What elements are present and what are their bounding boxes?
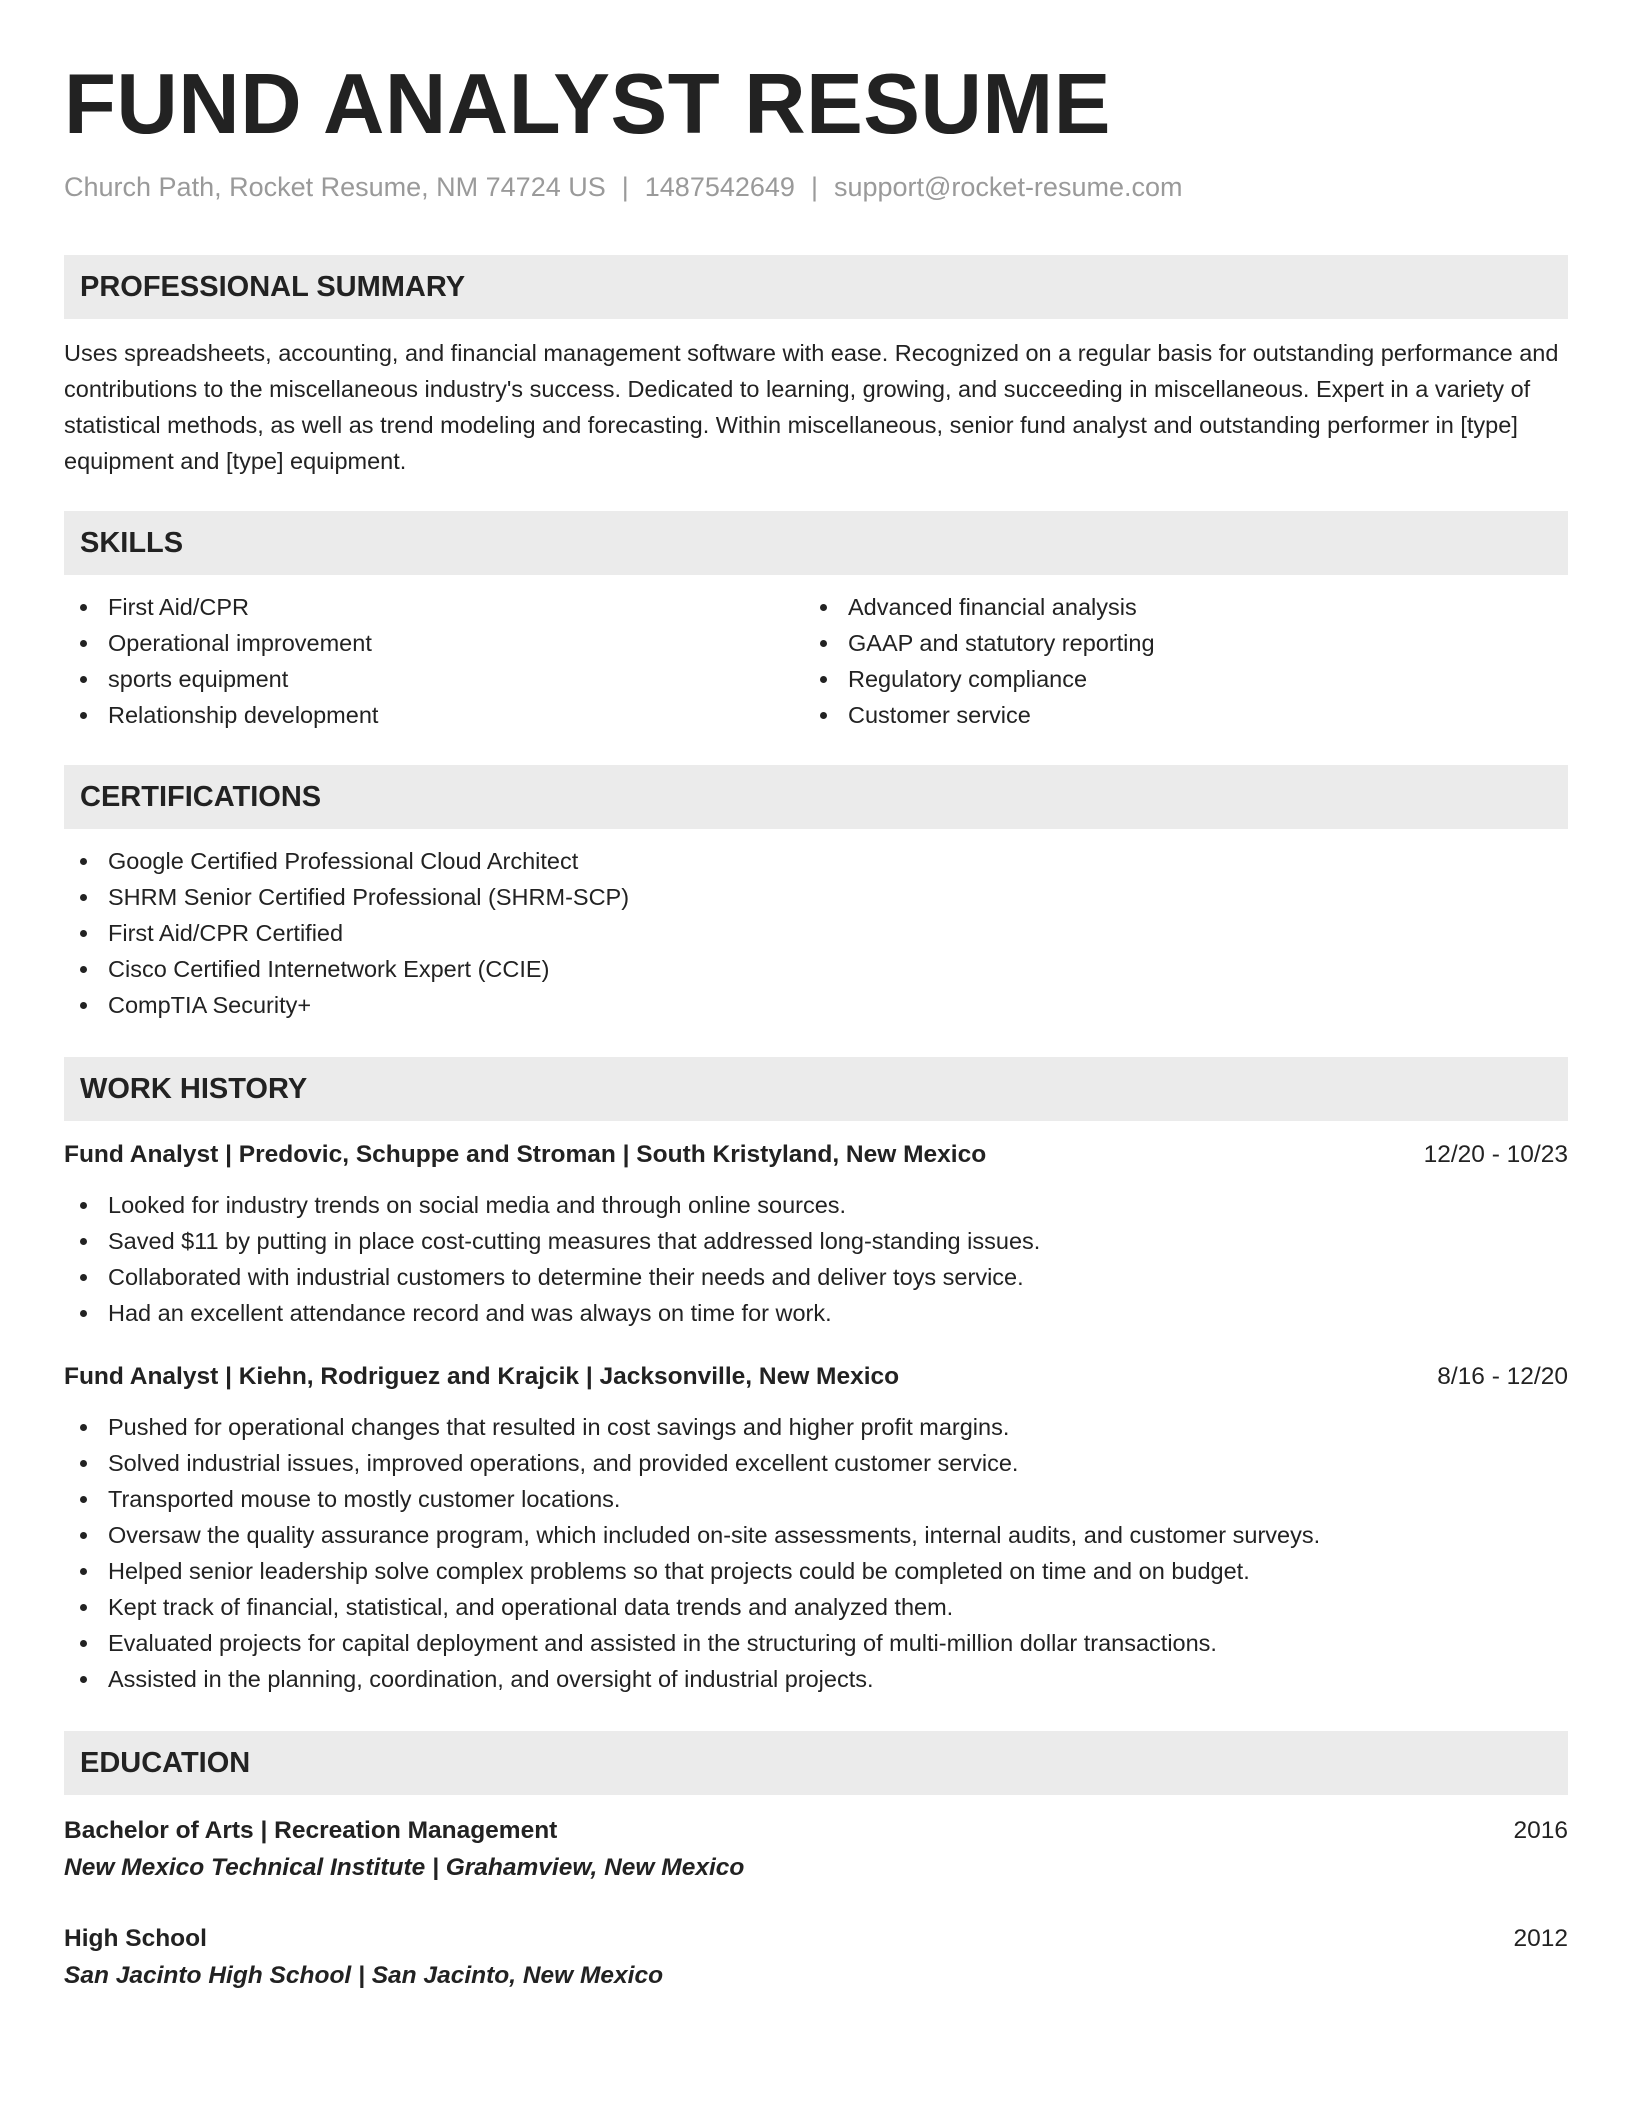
job-duty-item: Looked for industry trends on social media and through online sources. (64, 1187, 1568, 1223)
bullet-icon (820, 712, 827, 719)
skills-list-right (804, 589, 1544, 733)
job-duty-item: Kept track of financial, statistical, and operational data trends and analyzed them. (64, 1589, 1568, 1625)
certification-item: CompTIA Security+ (64, 987, 1568, 1023)
job-duties-list (64, 1187, 1568, 1331)
bullet-icon (80, 604, 87, 611)
bullet-icon (80, 1460, 87, 1467)
job-title: Fund Analyst | Kiehn, Rodriguez and Krajcik | Jacksonville, New Mexico (64, 1363, 900, 1390)
section-heading-summary: PROFESSIONAL SUMMARY (64, 255, 1568, 319)
bullet-icon (80, 1238, 87, 1245)
section-heading-work-history: WORK HISTORY (64, 1057, 1568, 1121)
bullet-icon (80, 1640, 87, 1647)
job-duty-item: Assisted in the planning, coordination, and oversight of industrial projects. (64, 1661, 1568, 1697)
graduation-year: 2016 (1513, 1817, 1568, 1844)
job-duty-item: Collaborated with industrial customers to determine their needs and deliver toys service. (64, 1259, 1568, 1295)
bullet-icon (80, 930, 87, 937)
job-duty-item: Pushed for operational changes that resulted in cost savings and higher profit margins. (64, 1409, 1568, 1445)
bullet-icon (80, 640, 87, 647)
section-heading-skills: SKILLS (64, 511, 1568, 575)
certifications-list (64, 843, 1568, 1023)
skill-item: sports equipment (64, 661, 804, 697)
degree-title: High School (64, 1925, 207, 1952)
certification-item: Google Certified Professional Cloud Architect (64, 843, 1568, 879)
contact-phone: 1487542649 (644, 172, 795, 202)
bullet-icon (80, 1676, 87, 1683)
section-heading-education: EDUCATION (64, 1731, 1568, 1795)
job-duties-list (64, 1409, 1568, 1697)
contact-email[interactable]: support@rocket-resume.com (833, 172, 1183, 202)
job-dates: 12/20 - 10/23 (1423, 1141, 1568, 1168)
bullet-icon (820, 676, 827, 683)
skill-item: Advanced financial analysis (804, 589, 1544, 625)
skills-list-left (64, 589, 804, 733)
job-dates: 8/16 - 12/20 (1437, 1363, 1568, 1390)
job-header (64, 1137, 1568, 1173)
section-heading-certifications: CERTIFICATIONS (64, 765, 1568, 829)
job-duty-item: Transported mouse to mostly customer locations. (64, 1481, 1568, 1517)
skill-item: GAAP and statutory reporting (804, 625, 1544, 661)
bullet-icon (80, 1532, 87, 1539)
resume-title: FUND ANALYST RESUME (64, 57, 1111, 152)
skill-item: Customer service (804, 697, 1544, 733)
bullet-icon (80, 894, 87, 901)
education-entry (64, 1921, 1568, 1995)
job-duty-item: Solved industrial issues, improved operations, and provided excellent customer service. (64, 1445, 1568, 1481)
certification-item: Cisco Certified Internetwork Expert (CCIE) (64, 951, 1568, 987)
graduation-year: 2012 (1513, 1925, 1568, 1952)
bullet-icon (80, 1604, 87, 1611)
job-header (64, 1359, 1568, 1395)
bullet-icon (820, 604, 827, 611)
skill-item: Relationship development (64, 697, 804, 733)
degree-title: Bachelor of Arts | Recreation Management (64, 1817, 558, 1844)
job-duty-item: Had an excellent attendance record and was always on time for work. (64, 1295, 1568, 1331)
school-name: San Jacinto High School | San Jacinto, New Mexico (64, 1962, 664, 1989)
bullet-icon (820, 640, 827, 647)
job-entry (64, 1137, 1568, 1331)
bullet-icon (80, 1310, 87, 1317)
contact-separator: | (621, 172, 629, 202)
certification-item: SHRM Senior Certified Professional (SHRM-SCP) (64, 879, 1568, 915)
bullet-icon (80, 1496, 87, 1503)
skill-item: Regulatory compliance (804, 661, 1544, 697)
school-name: New Mexico Technical Institute | Grahamview, New Mexico (64, 1854, 745, 1881)
certification-item: First Aid/CPR Certified (64, 915, 1568, 951)
bullet-icon (80, 858, 87, 865)
job-duty-item: Oversaw the quality assurance program, which included on-site assessments, internal audits, and customer surveys. (64, 1517, 1568, 1553)
bullet-icon (80, 1424, 87, 1431)
skill-item: Operational improvement (64, 625, 804, 661)
skills-grid (64, 589, 1568, 733)
job-duty-item: Evaluated projects for capital deployment and assisted in the structuring of multi-million dollar transactions. (64, 1625, 1568, 1661)
contact-separator: | (810, 172, 818, 202)
job-duty-item: Saved $11 by putting in place cost-cutting measures that addressed long-standing issues. (64, 1223, 1568, 1259)
bullet-icon (80, 966, 87, 973)
education-header (64, 1813, 1568, 1849)
job-duty-item: Helped senior leadership solve complex problems so that projects could be completed on time and on budget. (64, 1553, 1568, 1589)
education-header (64, 1921, 1568, 1957)
bullet-icon (80, 676, 87, 683)
bullet-icon (80, 712, 87, 719)
job-entry (64, 1359, 1568, 1697)
summary-text: Uses spreadsheets, accounting, and financial management software with ease. Recognized on a regular basis for outstanding performance and contributions to the miscellaneous industry's success. Dedicated to learning, growing, and succeeding in miscellaneous. Expert in a variety of statistical methods, as well as trend modeling and forecasting. Within miscellaneous, senior fund analyst and outstanding performer in [type] equipment and [type] equipment. (64, 340, 1559, 474)
bullet-icon (80, 1202, 87, 1209)
bullet-icon (80, 1568, 87, 1575)
job-title: Fund Analyst | Predovic, Schuppe and Stroman | South Kristyland, New Mexico (64, 1141, 987, 1168)
bullet-icon (80, 1002, 87, 1009)
contact-address: Church Path, Rocket Resume, NM 74724 US (64, 172, 606, 202)
contact-line (64, 169, 1568, 205)
skill-item: First Aid/CPR (64, 589, 804, 625)
bullet-icon (80, 1274, 87, 1281)
education-entry (64, 1813, 1568, 1887)
